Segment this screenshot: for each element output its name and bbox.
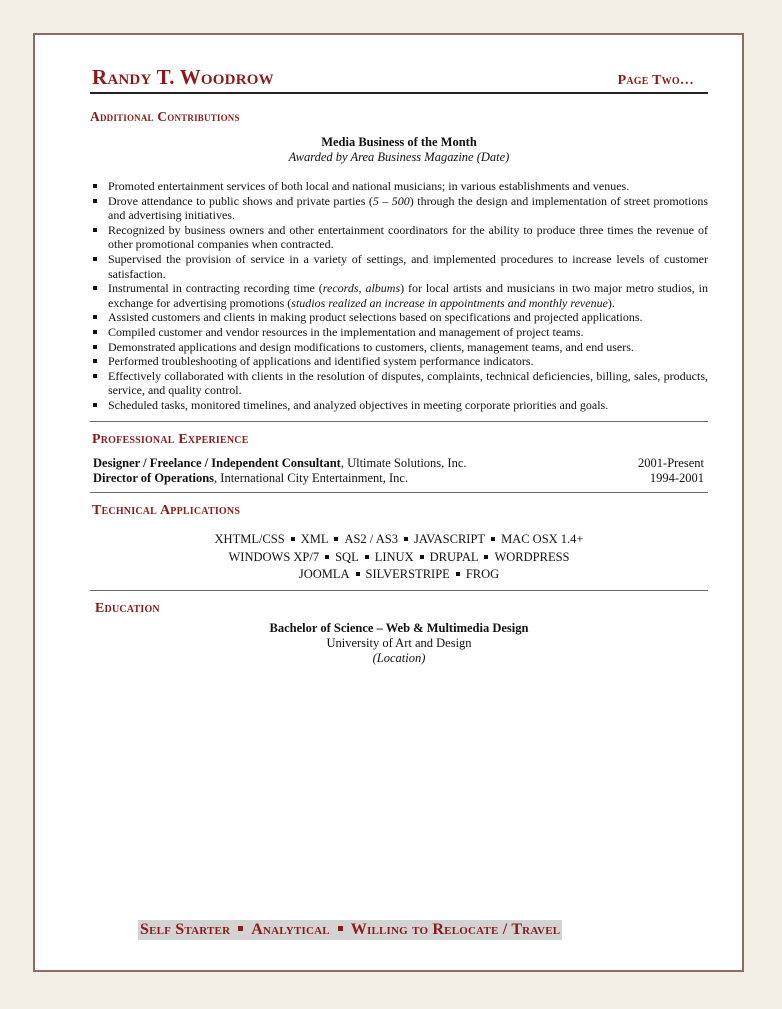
candidate-name: Randy T. Woodrow — [92, 65, 274, 89]
bullet-separator-icon — [356, 572, 360, 576]
skill-item: WORDPRESS — [494, 549, 570, 564]
section-title-technical: Technical Applications — [92, 503, 241, 518]
contribution-item: Demonstrated applications and design modifications to customers, clients, management teams, and end users. — [90, 340, 708, 355]
contribution-item: Assisted customers and clients in making product selections based on specifications and projected applications. — [90, 310, 708, 325]
job-title: Designer / Freelance / Independent Consultant — [93, 456, 341, 470]
section-rule — [90, 492, 708, 493]
bullet-separator-icon — [491, 537, 495, 541]
skill-item: XML — [300, 532, 329, 546]
contribution-item: Scheduled tasks, monitored timelines, and analyzed objectives in meeting corporate priorities and goals. — [90, 398, 708, 413]
education-block — [90, 621, 708, 666]
bullet-separator-icon — [338, 926, 343, 931]
skills-line — [90, 566, 708, 584]
section-title-education: Education — [95, 601, 160, 616]
bullet-separator-icon — [365, 555, 369, 559]
header-rule — [90, 92, 708, 94]
skill-item: XHTML/CSS — [214, 532, 285, 546]
skills-line — [90, 549, 708, 567]
skill-item: DRUPAL — [429, 549, 479, 564]
contribution-item: Supervised the provision of service in a variety of settings, and implemented procedures to increase levels of customer satisfaction. — [90, 252, 708, 281]
skill-item: LINUX — [374, 549, 414, 564]
skill-item: SQL — [335, 549, 359, 564]
school: University of Art and Design — [326, 636, 472, 650]
bullet-separator-icon — [325, 555, 329, 559]
skill-item: MAC OSX 1.4+ — [501, 532, 584, 546]
school-location: (Location) — [372, 651, 426, 665]
contribution-item: Drove attendance to public shows and private parties (5 – 500) through the design and implementation of street promotions and advertising initiatives. — [90, 194, 708, 223]
skill-item: SILVERSTRIPE — [365, 567, 450, 581]
skill-item: JOOMLA — [298, 567, 350, 581]
job-dates: 2001-Present — [638, 456, 704, 470]
footer-item: Analytical — [251, 921, 330, 938]
bullet-separator-icon — [420, 555, 424, 559]
skills-line — [90, 531, 708, 549]
footer-item: Willing to Relocate / Travel — [350, 921, 561, 938]
bullet-separator-icon — [456, 572, 460, 576]
contribution-item: Promoted entertainment services of both local and national musicians; in various establishments and venues. — [90, 179, 708, 194]
section-title-additional: Additional Contributions — [90, 109, 240, 124]
section-rule — [90, 421, 708, 422]
bullet-separator-icon — [484, 555, 488, 559]
contribution-item: Instrumental in contracting recording time (records, albums) for local artists and musicians in two major metro studios, in exchange for advertising promotions (studios realized an increase in appointments and monthly revenue). — [90, 281, 708, 310]
bullet-separator-icon — [404, 537, 408, 541]
contribution-item: Effectively collaborated with clients in the resolution of disputes, complaints, technical deficiencies, billing, sales, products, service, and quality control. — [90, 369, 708, 398]
skill-item: AS2 / AS3 — [344, 532, 398, 546]
award-block — [90, 135, 708, 165]
experience-row — [93, 456, 704, 471]
skill-item: WINDOWS XP/7 — [228, 549, 320, 564]
contributions-list — [90, 179, 708, 413]
degree: Bachelor of Science – Web & Multimedia Design — [269, 621, 529, 635]
footer-highlights — [138, 920, 562, 940]
award-subtitle: Awarded by Area Business Magazine (Date) — [288, 150, 510, 164]
job-title: Director of Operations — [93, 471, 215, 485]
contribution-item: Compiled customer and vendor resources in the implementation and management of project teams. — [90, 325, 708, 340]
bullet-separator-icon — [238, 926, 243, 931]
experience-row — [93, 471, 704, 486]
page-label: Page Two… — [617, 73, 694, 88]
job-dates: 1994-2001 — [649, 471, 704, 485]
contribution-item: Performed troubleshooting of applications and identified system performance indicators. — [90, 354, 708, 369]
bullet-separator-icon — [334, 537, 338, 541]
skill-item: JAVASCRIPT — [413, 532, 486, 546]
company: , International City Entertainment, Inc. — [214, 471, 409, 485]
resume-page — [33, 33, 744, 972]
bullet-separator-icon — [291, 537, 295, 541]
section-rule — [90, 590, 708, 591]
skill-item: FROG — [465, 567, 500, 581]
award-title: Media Business of the Month — [321, 135, 477, 149]
contribution-item: Recognized by business owners and other entertainment coordinators for the ability to produce three times the revenue of other promotional companies when contracted. — [90, 223, 708, 252]
section-title-experience: Professional Experience — [92, 432, 249, 447]
footer-item: Self Starter — [140, 921, 231, 938]
company: , Ultimate Solutions, Inc. — [340, 456, 467, 470]
